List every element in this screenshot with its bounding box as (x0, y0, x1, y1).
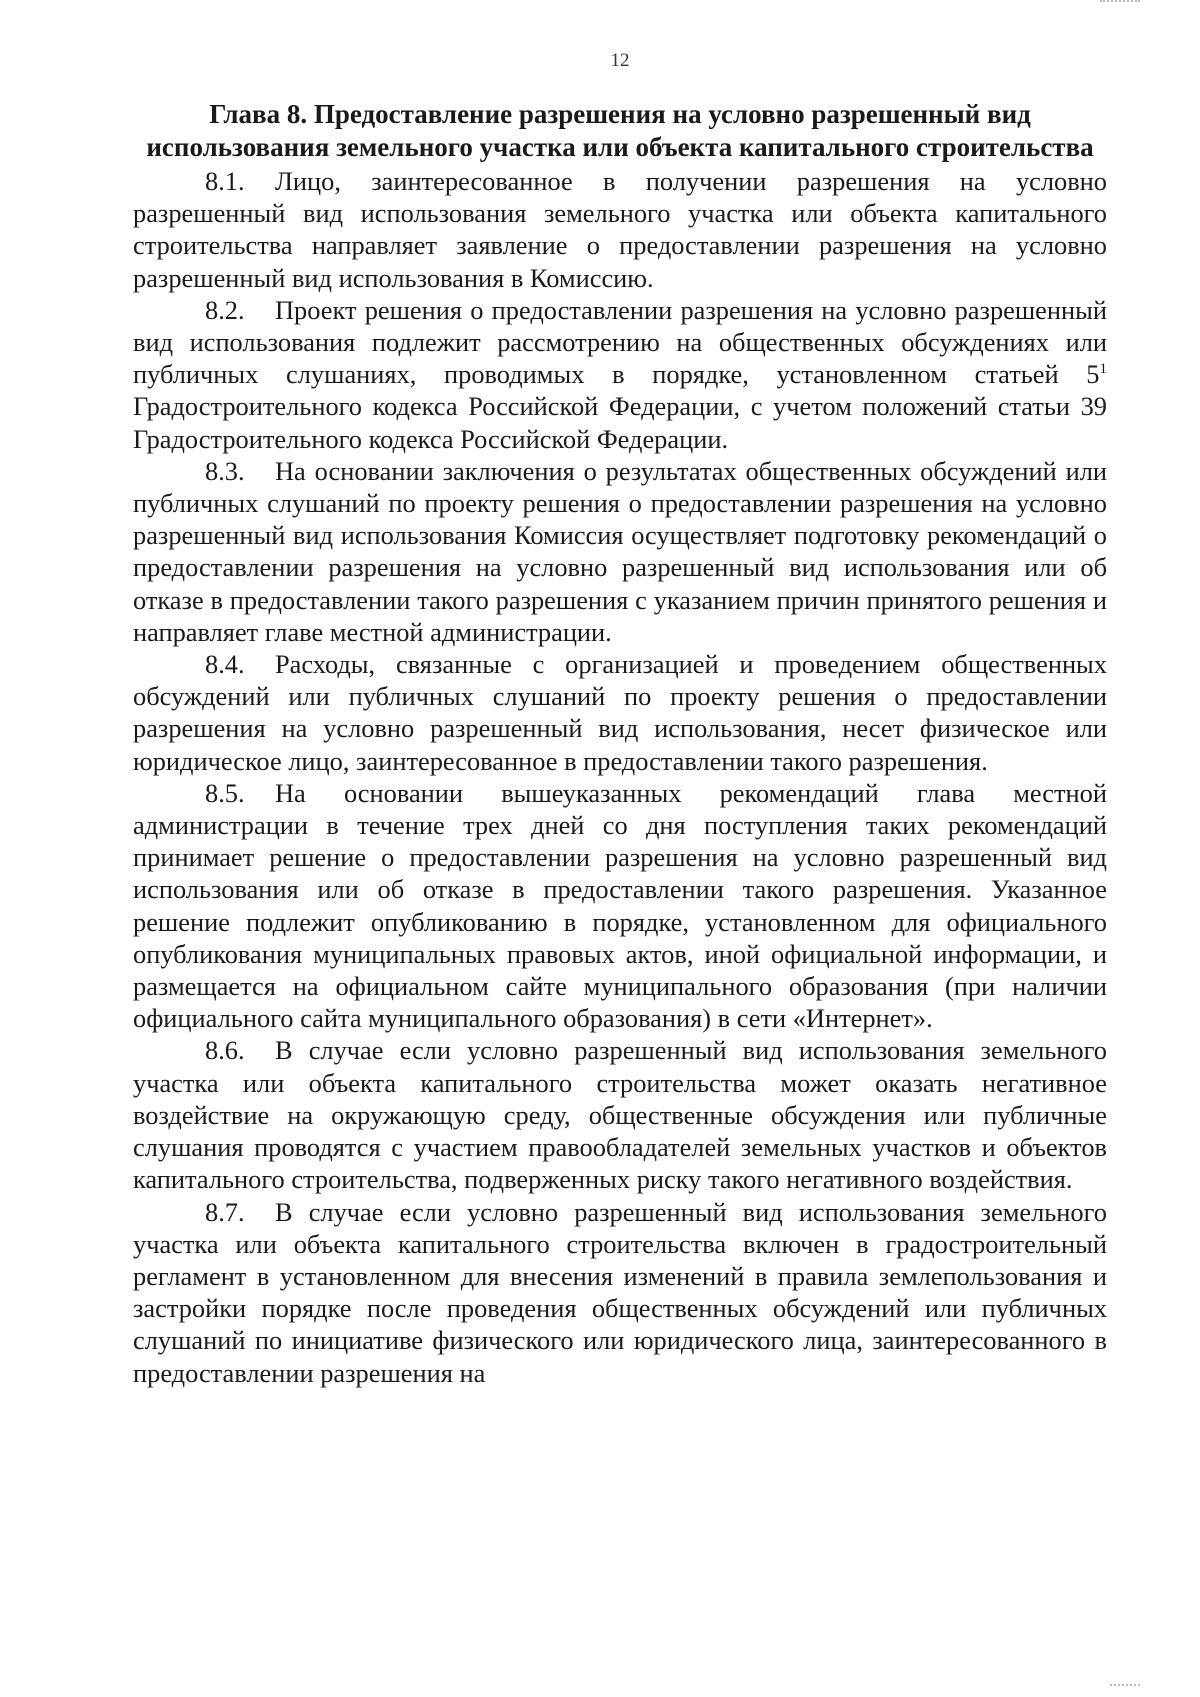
paragraph-text-continued: Градостроительного кодекса Российской Федерации, с учетом положений статьи 39 Градостроительного кодекса Российской Федерации. (133, 391, 1107, 454)
paragraph-text: Расходы, связанные с организацией и проведением общественных обсуждений или публичных слушаний по проекту решения о предоставлении разрешения на условно разрешенный вид использования, несет физическое или юридическое лицо, заинтересованное в предоставлении такого разрешения. (133, 649, 1107, 776)
page-content (133, 98, 1107, 1389)
paragraph-8-4 (133, 648, 1107, 777)
paragraph-number: 8.2. (205, 294, 245, 325)
paragraph-number: 8.1. (205, 166, 245, 196)
chapter-title: Глава 8. Предоставление разрешения на условно разрешенный вид использования земельного участка или объекта капитального строительства (146, 99, 1094, 162)
paragraph-8-3 (133, 455, 1107, 648)
paragraph-text: Проект решения о предоставлении разрешения на условно разрешенный вид использования подлежит рассмотрению на общественных обсуждениях или публичных слушаниях, проводимых в порядке, установленном статьей 5 (133, 294, 1107, 390)
page-number: 12 (610, 50, 630, 71)
paragraph-text: В случае если условно разрешенный вид использования земельного участка или объекта капитального строительства может оказать негативное воздействие на окружающую среду, общественные обсуждения или публичные слушания проводятся с участием правообладателей земельных участков и объектов капитального строительства, подверженных риску такого негативного воздействия. (133, 1035, 1107, 1195)
scan-mark-bottom (1110, 1684, 1140, 1689)
paragraph-8-7 (133, 1196, 1107, 1389)
paragraph-text: Лицо, заинтересованное в получении разрешения на условно разрешенный вид использования земельного участка или объекта капитального строительства направляет заявление о предоставлении разрешения на условно разрешенный вид использования в Комиссию. (133, 166, 1107, 293)
paragraph-number: 8.3. (205, 455, 245, 486)
paragraph-text: На основании заключения о результатах общественных обсуждений или публичных слушаний по проекту решения о предоставлении разрешения на условно разрешенный вид использования Комиссия осуществляет подготовку рекомендаций о предоставлении разрешения на условно разрешенный вид использования или об отказе в предоставлении такого разрешения с указанием причин принятого решения и направляет главе местной администрации. (133, 455, 1107, 647)
paragraph-8-5 (133, 777, 1107, 1035)
paragraph-number: 8.6. (205, 1035, 245, 1066)
paragraph-number: 8.7. (205, 1196, 245, 1227)
paragraph-8-2 (133, 294, 1107, 455)
paragraph-number: 8.4. (205, 649, 245, 680)
paragraph-text: В случае если условно разрешенный вид использования земельного участка или объекта капитального строительства включен в градостроительный регламент в установленном для внесения изменений в правила землепользования и застройки порядке после проведения общественных обсуждений или публичных слушаний по инициативе физического или юридического лица, заинтересованного в предоставлении разрешения на (133, 1196, 1107, 1388)
scan-mark-top (1100, 0, 1140, 5)
paragraph-8-1 (133, 165, 1107, 294)
paragraph-8-6 (133, 1034, 1107, 1195)
paragraph-text: На основании вышеуказанных рекомендаций глава местной администрации в течение трех дней со дня поступления таких рекомендаций принимает решение о предоставлении разрешения на условно разрешенный вид использования или об отказе в предоставлении такого разрешения. Указанное решение подлежит опубликованию в порядке, установленном для официального опубликования муниципальных правовых актов, иной официальной информации, и размещается на официальном сайте муниципального образования (при наличии официального сайта муниципального образования) в сети «Интернет». (133, 777, 1107, 1034)
superscript-article: 1 (1099, 361, 1107, 378)
paragraph-number: 8.5. (205, 777, 245, 808)
